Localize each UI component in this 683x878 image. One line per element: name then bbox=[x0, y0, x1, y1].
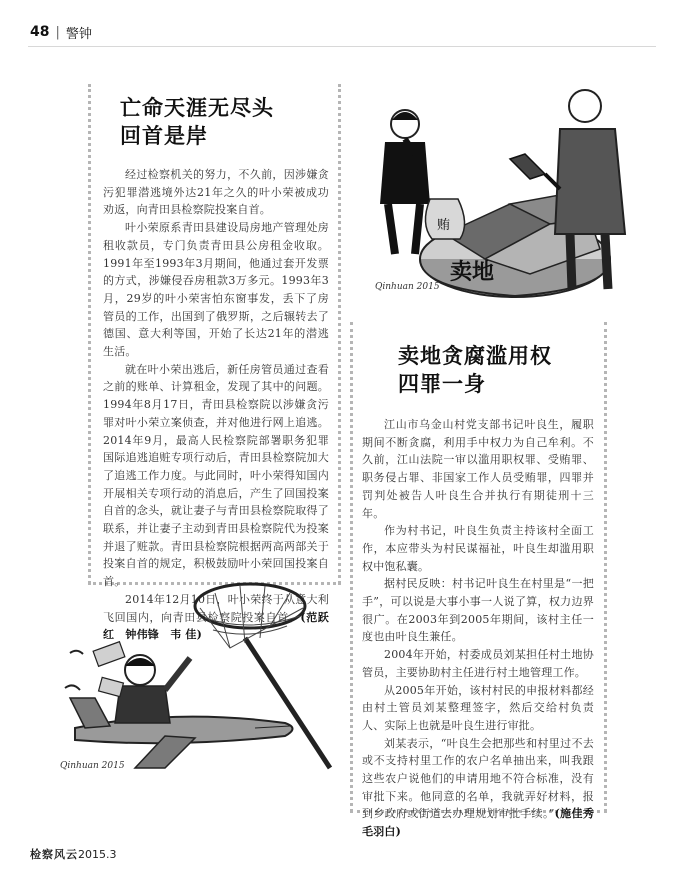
article2-paragraph-4: 2004年开始，村委成员刘某担任村土地协管员，主要协助村主任进行村土地管理工作。 bbox=[362, 648, 594, 679]
bottom-illustration-signature: Qinhuan 2015 bbox=[60, 761, 125, 771]
article1-byline: (范跃红 钟伟锋 韦 佳) bbox=[103, 610, 329, 642]
article2-paragraph-6-text: 刘某表示，“叶良生会把那些和村里过不去或不支持村里工作的农户名单抽出来，叫我跟这些农户说他们的申请用地不符合标准，没有审批下来。他同意的名单，我就弄好材料，报到乡政府或街道去办理规划审批手续。” bbox=[362, 736, 594, 821]
land-label: 卖地 bbox=[450, 260, 495, 285]
land-selling-illustration bbox=[360, 84, 660, 314]
bribe-bag-label: 贿 bbox=[437, 218, 451, 233]
issue-number: 2015.3 bbox=[78, 848, 117, 861]
right-article-right-border bbox=[604, 322, 607, 812]
article1-title-line2: 回首是岸 bbox=[120, 124, 208, 148]
article1-paragraph-3: 就在叶小荣出逃后，新任房管员通过查看之前的账单、计算租金，发现了其中的问题。1994年8月17日，青田县检察院以涉嫌贪污罪对叶小荣立案侦查，并对他进行网上追逃。2014年9月，最高人民检察院部署职务犯罪国际追逃追赃专项行动后，青田县检察院加大了追逃工作力度。与此同时，叶小荣得知国内开展相关专项行动的消息后，产生了回国投案自首的念头，就让妻子与青田县检察院取得了联系，并让妻子主动到青田县检察院代为投案并退了赃款。青田县检察院根据两高两部关于投案自首的规定，积极鼓励叶小荣回国投案自首。 bbox=[103, 362, 329, 589]
article2-paragraph-3: 据村民反映：村书记叶良生在村里是“一把手”，可以说是大事小事一人说了算，权力边界很广。在2003年到2005年期间，该村主任一度也由叶良生兼任。 bbox=[362, 577, 594, 644]
magazine-name: 检察风云 bbox=[30, 848, 78, 861]
article2-body bbox=[362, 416, 606, 841]
article2-byline: (施佳秀 毛羽白) bbox=[362, 807, 606, 839]
article2-paragraph-6 bbox=[362, 735, 606, 841]
page-header bbox=[30, 22, 92, 42]
left-article-left-border bbox=[88, 84, 91, 584]
left-article-right-border bbox=[338, 84, 341, 584]
article1-title-line1: 亡命天涯无尽头 bbox=[120, 96, 274, 120]
article2-paragraph-2: 作为村书记，叶良生负责主持该村全面工作，本应带头为村民谋福祉，叶良生却滥用职权中饱私囊。 bbox=[362, 524, 594, 573]
page-number: 48 bbox=[30, 24, 50, 40]
header-rule bbox=[28, 46, 656, 47]
article2-title-line1: 卖地贪腐滥用权 bbox=[398, 344, 552, 368]
article1-body bbox=[103, 166, 329, 644]
page-footer bbox=[30, 846, 117, 862]
article1-paragraph-1: 经过检察机关的努力，不久前，因涉嫌贪污犯罪潜逃境外达21年之久的叶小荣被成功劝返，向青田县检察院投案自首。 bbox=[103, 168, 329, 217]
fugitive-airplane-illustration bbox=[55, 578, 345, 778]
header-separator: | bbox=[55, 24, 60, 40]
article1-title bbox=[120, 94, 274, 150]
article2-title bbox=[398, 342, 552, 398]
top-illustration-signature: Qinhuan 2015 bbox=[375, 282, 440, 292]
article2-paragraph-1: 江山市乌金山村党支部书记叶良生，履职期间不断贪腐，利用手中权力为自己牟利。不久前，江山法院一审以滥用职权罪、受贿罪、职务侵占罪、非国家工作人员受贿罪，四罪并罚判处被告人叶良生合并执行有期徒刑十三年。 bbox=[362, 418, 594, 520]
right-article-left-border bbox=[350, 322, 353, 812]
article2-paragraph-5: 从2005年开始，该村村民的申报材料都经由村土管员刘某整理签字，然后交给村负责人、实际上也就是叶良生进行审批。 bbox=[362, 683, 594, 732]
article1-paragraph-2: 叶小荣原系青田县建设局房地产管理处房租收款员，专门负责青田县公房租金收取。1991年至1993年3月期间，他通过套开发票的方式，涉嫌侵吞房租款3万多元。1993年3月，29岁的叶小荣害怕东窗事发，丢下了房管员的工作，出国到了俄罗斯，之后辗转去了德国、意大利等国，开始了长达21年的潜逃生活。 bbox=[103, 221, 329, 359]
article2-title-line2: 四罪一身 bbox=[398, 372, 486, 396]
article1-paragraph-4-text: 2014年12月10日，叶小荣终于从意大利飞回国内，向青田县检察院投案自首。 bbox=[103, 592, 329, 624]
section-name: 警钟 bbox=[65, 26, 92, 42]
